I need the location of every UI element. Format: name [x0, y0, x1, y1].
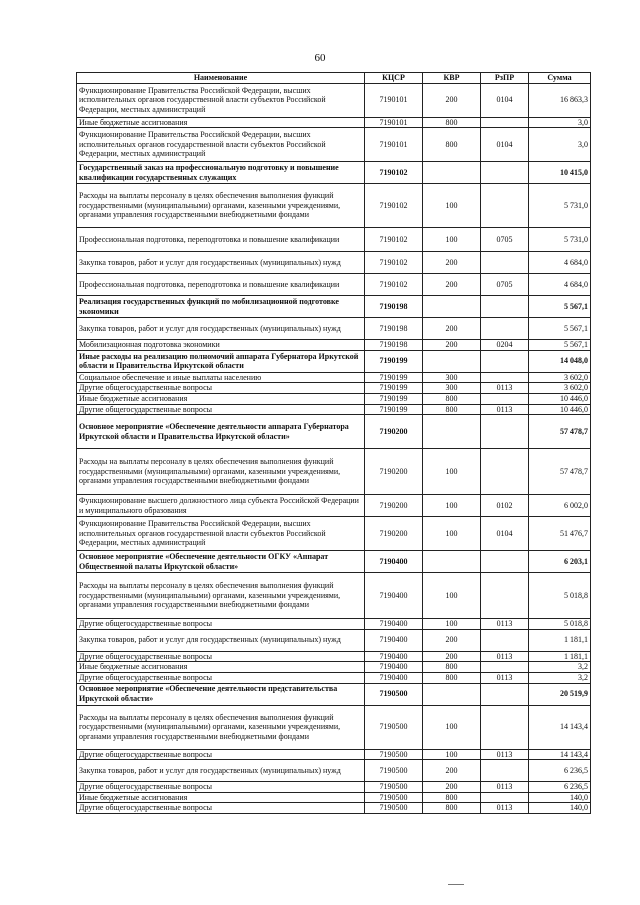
row-sum-cell: 16 863,3 — [529, 83, 591, 117]
row-name-cell: Функционирование Правительства Российской Федерации, высших исполнительных органов государственной власти субъектов Российской Федерации, местных администраций — [77, 517, 365, 551]
row-name-cell: Иные бюджетные ассигнования — [77, 117, 365, 128]
row-name-cell: Основное мероприятие «Обеспечение деятельности ОГКУ «Аппарат Общественной палаты Иркутской области» — [77, 551, 365, 573]
row-kcsr-cell: 7190200 — [365, 495, 423, 517]
row-rzpr-cell: 0113 — [481, 383, 529, 394]
row-name-cell: Другие общегосударственные вопросы — [77, 749, 365, 760]
row-rzpr-cell — [481, 792, 529, 803]
row-kvr-cell: 100 — [423, 495, 481, 517]
row-sum-cell: 10 415,0 — [529, 162, 591, 184]
table-row — [77, 404, 591, 415]
row-kcsr-cell: 7190200 — [365, 449, 423, 495]
row-kcsr-cell: 7190101 — [365, 83, 423, 117]
row-name-cell: Другие общегосударственные вопросы — [77, 651, 365, 662]
row-sum-cell: 14 143,4 — [529, 749, 591, 760]
header-sum: Сумма — [529, 73, 591, 84]
row-rzpr-cell — [481, 162, 529, 184]
row-sum-cell: 3 602,0 — [529, 383, 591, 394]
row-name-cell: Другие общегосударственные вопросы — [77, 383, 365, 394]
row-kvr-cell: 200 — [423, 83, 481, 117]
row-sum-cell: 5 018,8 — [529, 619, 591, 630]
row-name-cell: Другие общегосударственные вопросы — [77, 672, 365, 683]
row-kvr-cell: 800 — [423, 117, 481, 128]
row-kvr-cell — [423, 415, 481, 449]
row-sum-cell: 3,0 — [529, 128, 591, 162]
row-kvr-cell: 800 — [423, 393, 481, 404]
row-kvr-cell — [423, 551, 481, 573]
row-name-cell: Государственный заказ на профессиональную подготовку и повышение квалификации государственных служащих — [77, 162, 365, 184]
row-kvr-cell: 800 — [423, 128, 481, 162]
row-rzpr-cell — [481, 117, 529, 128]
row-rzpr-cell: 0113 — [481, 651, 529, 662]
table-row — [77, 803, 591, 814]
row-rzpr-cell: 0113 — [481, 782, 529, 793]
row-rzpr-cell: 0104 — [481, 83, 529, 117]
row-kcsr-cell: 7190199 — [365, 404, 423, 415]
row-kvr-cell: 200 — [423, 651, 481, 662]
table-row — [77, 340, 591, 351]
row-sum-cell: 3,0 — [529, 117, 591, 128]
row-rzpr-cell — [481, 350, 529, 372]
row-kvr-cell: 200 — [423, 252, 481, 274]
row-kvr-cell: 800 — [423, 672, 481, 683]
row-rzpr-cell — [481, 705, 529, 749]
row-name-cell: Другие общегосударственные вопросы — [77, 803, 365, 814]
row-kvr-cell: 300 — [423, 372, 481, 383]
table-row — [77, 683, 591, 705]
row-rzpr-cell: 0204 — [481, 340, 529, 351]
row-kvr-cell: 100 — [423, 517, 481, 551]
row-name-cell: Расходы на выплаты персоналу в целях обеспечения выполнения функций государственными (муниципальными) органами, казенными учреждениями, органами управления государственными внебюджетными фондами — [77, 184, 365, 228]
row-sum-cell: 4 684,0 — [529, 274, 591, 296]
row-kcsr-cell: 7190400 — [365, 672, 423, 683]
row-rzpr-cell: 0113 — [481, 672, 529, 683]
row-sum-cell: 6 002,0 — [529, 495, 591, 517]
row-name-cell: Мобилизационная подготовка экономики — [77, 340, 365, 351]
row-sum-cell: 140,0 — [529, 792, 591, 803]
table-row — [77, 128, 591, 162]
table-row — [77, 372, 591, 383]
row-sum-cell: 57 478,7 — [529, 415, 591, 449]
row-rzpr-cell — [481, 551, 529, 573]
header-name: Наименование — [77, 73, 365, 84]
row-sum-cell: 57 478,7 — [529, 449, 591, 495]
row-kcsr-cell: 7190400 — [365, 619, 423, 630]
row-name-cell: Иные расходы на реализацию полномочий аппарата Губернатора Иркутской области и Правительства Иркутской области — [77, 350, 365, 372]
table-row — [77, 672, 591, 683]
row-kcsr-cell: 7190400 — [365, 629, 423, 651]
table-row — [77, 228, 591, 252]
row-rzpr-cell — [481, 629, 529, 651]
row-kvr-cell: 200 — [423, 340, 481, 351]
row-kcsr-cell: 7190199 — [365, 372, 423, 383]
table-header-row — [77, 73, 591, 84]
row-kvr-cell: 200 — [423, 274, 481, 296]
row-sum-cell: 6 236,5 — [529, 782, 591, 793]
row-rzpr-cell — [481, 318, 529, 340]
row-name-cell: Другие общегосударственные вопросы — [77, 404, 365, 415]
row-kcsr-cell: 7190400 — [365, 573, 423, 619]
row-name-cell: Функционирование Правительства Российской Федерации, высших исполнительных органов государственной власти субъектов Российской Федерации, местных администраций — [77, 128, 365, 162]
row-kvr-cell: 200 — [423, 760, 481, 782]
row-kcsr-cell: 7190198 — [365, 318, 423, 340]
row-kvr-cell: 800 — [423, 792, 481, 803]
row-kcsr-cell: 7190198 — [365, 340, 423, 351]
table-row — [77, 629, 591, 651]
row-kvr-cell: 800 — [423, 662, 481, 673]
page-number: 60 — [314, 52, 326, 64]
row-kvr-cell: 800 — [423, 404, 481, 415]
table-row — [77, 749, 591, 760]
row-sum-cell: 10 446,0 — [529, 404, 591, 415]
table-row — [77, 274, 591, 296]
header-rzpr: РзПР — [481, 73, 529, 84]
row-kvr-cell: 100 — [423, 228, 481, 252]
row-name-cell: Закупка товаров, работ и услуг для государственных (муниципальных) нужд — [77, 760, 365, 782]
table-row — [77, 619, 591, 630]
row-name-cell: Основное мероприятие «Обеспечение деятельности представительства Иркутской области» — [77, 683, 365, 705]
budget-table — [76, 72, 591, 814]
row-sum-cell: 20 519,9 — [529, 683, 591, 705]
row-name-cell: Основное мероприятие «Обеспечение деятельности аппарата Губернатора Иркутской области и Правительства Иркутской области» — [77, 415, 365, 449]
row-kvr-cell: 800 — [423, 803, 481, 814]
row-rzpr-cell: 0705 — [481, 274, 529, 296]
row-name-cell: Функционирование Правительства Российской Федерации, высших исполнительных органов государственной власти субъектов Российской Федерации, местных администраций — [77, 83, 365, 117]
header-kvr: КВР — [423, 73, 481, 84]
row-kcsr-cell: 7190400 — [365, 551, 423, 573]
row-kcsr-cell: 7190199 — [365, 383, 423, 394]
row-sum-cell: 5 018,8 — [529, 573, 591, 619]
row-rzpr-cell — [481, 184, 529, 228]
table-row — [77, 705, 591, 749]
row-name-cell: Другие общегосударственные вопросы — [77, 782, 365, 793]
row-name-cell: Реализация государственных функций по мобилизационной подготовке экономики — [77, 296, 365, 318]
row-rzpr-cell — [481, 573, 529, 619]
row-name-cell: Иные бюджетные ассигнования — [77, 792, 365, 803]
row-kvr-cell: 200 — [423, 782, 481, 793]
row-sum-cell: 6 203,1 — [529, 551, 591, 573]
row-sum-cell: 5 731,0 — [529, 228, 591, 252]
row-rzpr-cell: 0113 — [481, 803, 529, 814]
row-rzpr-cell — [481, 252, 529, 274]
row-kcsr-cell: 7190500 — [365, 760, 423, 782]
table-body — [77, 83, 591, 813]
row-kvr-cell: 100 — [423, 573, 481, 619]
table-row — [77, 495, 591, 517]
row-rzpr-cell — [481, 760, 529, 782]
table-row — [77, 782, 591, 793]
row-rzpr-cell — [481, 393, 529, 404]
table-row — [77, 651, 591, 662]
row-kcsr-cell: 7190500 — [365, 749, 423, 760]
table-row — [77, 551, 591, 573]
row-sum-cell: 3,2 — [529, 662, 591, 673]
row-kcsr-cell: 7190198 — [365, 296, 423, 318]
row-sum-cell: 140,0 — [529, 803, 591, 814]
row-sum-cell: 14 048,0 — [529, 350, 591, 372]
row-name-cell: Расходы на выплаты персоналу в целях обеспечения выполнения функций государственными (муниципальными) органами, казенными учреждениями, органами управления государственными внебюджетными фондами — [77, 573, 365, 619]
row-rzpr-cell — [481, 415, 529, 449]
table-row — [77, 318, 591, 340]
row-rzpr-cell: 0113 — [481, 749, 529, 760]
row-rzpr-cell — [481, 683, 529, 705]
row-rzpr-cell: 0102 — [481, 495, 529, 517]
row-rzpr-cell — [481, 662, 529, 673]
row-kvr-cell: 200 — [423, 318, 481, 340]
row-kcsr-cell: 7190101 — [365, 128, 423, 162]
table-row — [77, 83, 591, 117]
row-kvr-cell: 100 — [423, 705, 481, 749]
table-row — [77, 662, 591, 673]
row-sum-cell: 10 446,0 — [529, 393, 591, 404]
row-sum-cell: 5 567,1 — [529, 296, 591, 318]
row-rzpr-cell: 0104 — [481, 128, 529, 162]
row-kcsr-cell: 7190500 — [365, 705, 423, 749]
row-sum-cell: 1 181,1 — [529, 629, 591, 651]
row-kcsr-cell: 7190200 — [365, 415, 423, 449]
row-rzpr-cell: 0104 — [481, 517, 529, 551]
table-row — [77, 296, 591, 318]
row-name-cell: Закупка товаров, работ и услуг для государственных (муниципальных) нужд — [77, 629, 365, 651]
row-rzpr-cell: 0705 — [481, 228, 529, 252]
row-kvr-cell — [423, 683, 481, 705]
row-kcsr-cell: 7190200 — [365, 517, 423, 551]
row-kvr-cell: 100 — [423, 184, 481, 228]
row-rzpr-cell: 0113 — [481, 404, 529, 415]
table-row — [77, 449, 591, 495]
row-name-cell: Расходы на выплаты персоналу в целях обеспечения выполнения функций государственными (муниципальными) органами, казенными учреждениями, органами управления государственными внебюджетными фондами — [77, 449, 365, 495]
row-kcsr-cell: 7190102 — [365, 184, 423, 228]
row-kcsr-cell: 7190102 — [365, 162, 423, 184]
row-name-cell: Закупка товаров, работ и услуг для государственных (муниципальных) нужд — [77, 252, 365, 274]
table-row — [77, 252, 591, 274]
table-row — [77, 117, 591, 128]
row-sum-cell: 3 602,0 — [529, 372, 591, 383]
row-kcsr-cell: 7190199 — [365, 350, 423, 372]
row-name-cell: Иные бюджетные ассигнования — [77, 393, 365, 404]
row-rzpr-cell — [481, 296, 529, 318]
row-sum-cell: 5 731,0 — [529, 184, 591, 228]
row-name-cell: Закупка товаров, работ и услуг для государственных (муниципальных) нужд — [77, 318, 365, 340]
row-kcsr-cell: 7190102 — [365, 274, 423, 296]
row-kcsr-cell: 7190101 — [365, 117, 423, 128]
row-kcsr-cell: 7190400 — [365, 651, 423, 662]
row-sum-cell: 5 567,1 — [529, 340, 591, 351]
row-kcsr-cell: 7190102 — [365, 228, 423, 252]
row-kcsr-cell: 7190102 — [365, 252, 423, 274]
table-row — [77, 162, 591, 184]
row-sum-cell: 51 476,7 — [529, 517, 591, 551]
row-name-cell: Профессиональная подготовка, переподготовка и повышение квалификации — [77, 228, 365, 252]
row-kcsr-cell: 7190500 — [365, 803, 423, 814]
table-row — [77, 792, 591, 803]
table-row — [77, 383, 591, 394]
pen-mark — [448, 884, 464, 885]
row-sum-cell: 14 143,4 — [529, 705, 591, 749]
budget-table-container — [76, 72, 590, 814]
row-kvr-cell: 100 — [423, 449, 481, 495]
row-rzpr-cell — [481, 372, 529, 383]
row-name-cell: Иные бюджетные ассигнования — [77, 662, 365, 673]
row-kvr-cell — [423, 162, 481, 184]
table-row — [77, 573, 591, 619]
table-row — [77, 517, 591, 551]
row-kcsr-cell: 7190500 — [365, 782, 423, 793]
row-kvr-cell: 300 — [423, 383, 481, 394]
row-sum-cell: 3,2 — [529, 672, 591, 683]
row-kcsr-cell: 7190199 — [365, 393, 423, 404]
row-kvr-cell: 100 — [423, 749, 481, 760]
row-name-cell: Профессиональная подготовка, переподготовка и повышение квалификации — [77, 274, 365, 296]
header-kcsr: КЦСР — [365, 73, 423, 84]
row-name-cell: Расходы на выплаты персоналу в целях обеспечения выполнения функций государственными (муниципальными) органами, казенными учреждениями, органами управления государственными внебюджетными фондами — [77, 705, 365, 749]
table-row — [77, 184, 591, 228]
row-sum-cell: 6 236,5 — [529, 760, 591, 782]
row-name-cell: Социальное обеспечение и иные выплаты населению — [77, 372, 365, 383]
row-kvr-cell — [423, 350, 481, 372]
table-row — [77, 760, 591, 782]
table-row — [77, 393, 591, 404]
row-sum-cell: 5 567,1 — [529, 318, 591, 340]
row-kcsr-cell: 7190500 — [365, 683, 423, 705]
row-kcsr-cell: 7190500 — [365, 792, 423, 803]
row-name-cell: Другие общегосударственные вопросы — [77, 619, 365, 630]
row-name-cell: Функционирование высшего должностного лица субъекта Российской Федерации и муниципального образования — [77, 495, 365, 517]
row-sum-cell: 1 181,1 — [529, 651, 591, 662]
row-kcsr-cell: 7190400 — [365, 662, 423, 673]
row-sum-cell: 4 684,0 — [529, 252, 591, 274]
row-rzpr-cell: 0113 — [481, 619, 529, 630]
row-kvr-cell: 100 — [423, 619, 481, 630]
row-kvr-cell: 200 — [423, 629, 481, 651]
table-row — [77, 350, 591, 372]
table-row — [77, 415, 591, 449]
row-rzpr-cell — [481, 449, 529, 495]
row-kvr-cell — [423, 296, 481, 318]
